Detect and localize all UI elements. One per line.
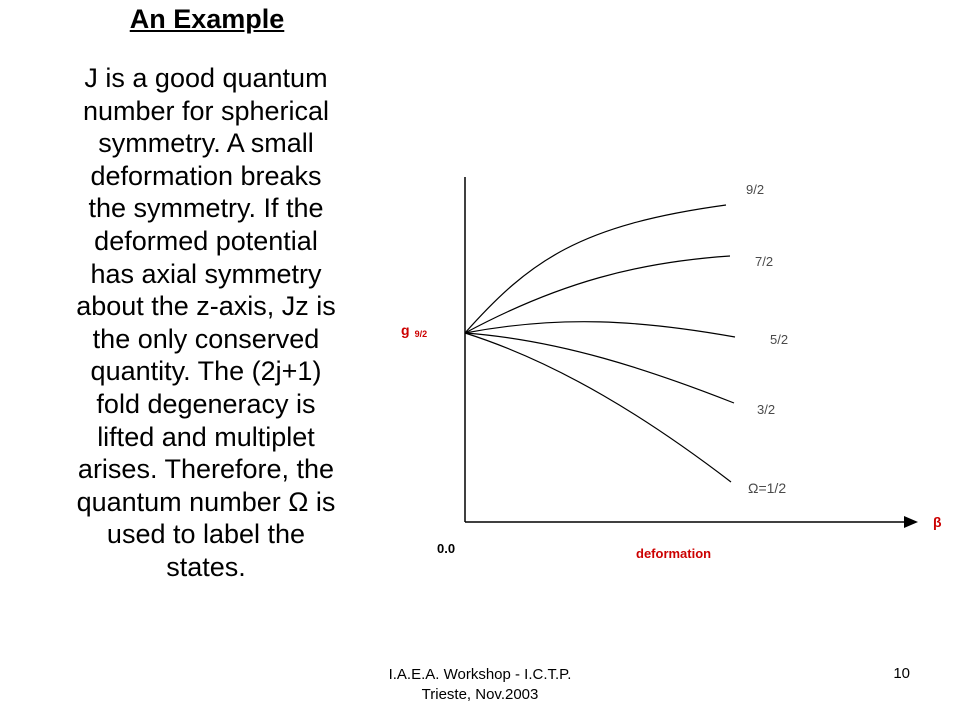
curve-3-2	[465, 333, 734, 403]
body-line: arises. Therefore, the	[77, 454, 335, 485]
body-line: states.	[166, 551, 246, 582]
slide-title: An Example	[129, 4, 285, 34]
body-line: has axial symmetry	[90, 258, 322, 289]
body-line: quantity. The (2j+1)	[90, 356, 322, 387]
body-line: fold degeneracy is	[96, 388, 316, 419]
page-number: 10	[893, 665, 910, 682]
curve-label-9-2: 9/2	[746, 182, 765, 197]
curve-label-3-2: 3/2	[757, 402, 776, 417]
body-line: number for spherical	[82, 95, 330, 126]
body-line: symmetry. A small	[98, 128, 314, 159]
body-line: quantum number Ω is	[76, 486, 336, 517]
footer-workshop	[330, 665, 630, 705]
curve-label-omega-1-2: Ω=1/2	[748, 480, 787, 496]
body-line: about the z-axis, Jz is	[76, 291, 336, 322]
x-axis-label: deformation	[636, 546, 712, 561]
footer-line-2: Trieste, Nov.2003	[421, 686, 539, 703]
origin-label: 0.0	[437, 541, 456, 556]
curve-label-5-2: 5/2	[770, 332, 789, 347]
x-axis-arrowhead	[904, 516, 918, 528]
curve-5-2	[465, 322, 735, 337]
body-line: used to label the	[106, 519, 306, 550]
body-line: the symmetry. If the	[88, 193, 324, 224]
curve-1-2	[465, 333, 731, 482]
body-line: lifted and multiplet	[97, 421, 315, 452]
body-line: J is a good quantum	[84, 63, 328, 93]
level-label-subscript: 9/2	[414, 329, 428, 339]
level-label-g: g	[401, 322, 410, 338]
footer-line-1: I.A.E.A. Workshop - I.C.T.P.	[388, 666, 572, 683]
level-label	[401, 322, 427, 339]
body-line: deformation breaks	[90, 160, 322, 191]
beta-symbol: β	[933, 514, 942, 530]
body-line: deformed potential	[94, 225, 318, 256]
body-line: the only conserved	[92, 323, 320, 354]
curve-label-7-2: 7/2	[755, 254, 774, 269]
